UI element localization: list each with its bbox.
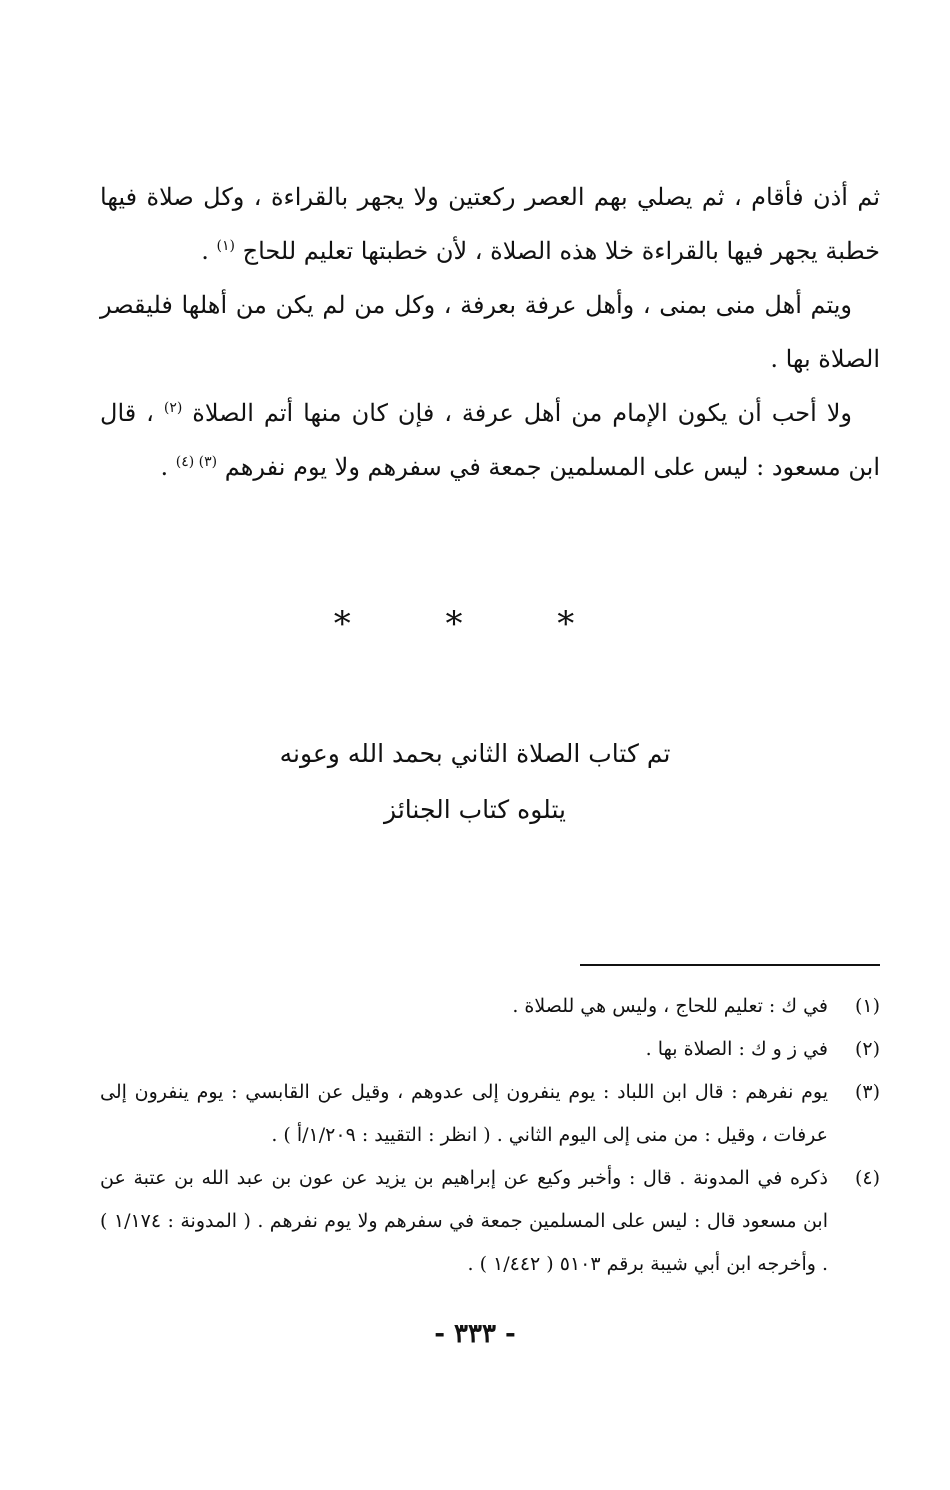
footnote-divider	[580, 964, 880, 966]
footnote-number: (١)	[854, 995, 880, 1017]
footnote-number: (٤)	[854, 1167, 880, 1189]
paragraph-1-text: ثم أذن فأقام ، ثم يصلي بهم العصر ركعتين ولا يجهر بالقراءة ، وكل صلاة فيها خطبة يجهر فيها بالقراءة خلا هذه الصلاة ، لأن خطبتها تعليم للحاج	[100, 183, 880, 265]
colophon	[0, 726, 950, 838]
colophon-line-1: تم كتاب الصلاة الثاني بحمد الله وعونه	[279, 739, 671, 768]
section-separator: * * *	[333, 604, 617, 644]
footnotes	[100, 985, 880, 1286]
page-number: - ٣٣٣ -	[434, 1319, 516, 1349]
main-text	[100, 170, 880, 494]
colophon-line-2: يتلوه كتاب الجنائز	[384, 795, 566, 824]
footnote-ref-2[interactable]: (٢)	[163, 400, 183, 416]
footnote-text: في ز و ك : الصلاة بها .	[645, 1038, 828, 1060]
footnote-text: يوم نفرهم : قال ابن اللباد : يوم ينفرون إلى عدوهم ، وقيل عن القابسي : يوم ينفرون إلى عرفات ، وقيل : من منى إلى اليوم الثاني . ( انظر : التقييد : ١/٢٠٩/أ ) .	[100, 1081, 828, 1146]
footnote-4	[100, 1157, 880, 1286]
footnote-text: في ك : تعليم للحاج ، وليس هي للصلاة .	[512, 995, 828, 1017]
paragraph-1-end: .	[201, 237, 217, 265]
footnote-3	[100, 1071, 880, 1157]
footnote-2	[100, 1028, 880, 1071]
paragraph-3-text-a: ولا أحب أن يكون الإمام من أهل عرفة ، فإن كان منها أتم الصلاة	[192, 399, 853, 427]
footnote-ref-1[interactable]: (١)	[216, 238, 235, 254]
footnote-text: ذكره في المدونة . قال : وأخبر وكيع عن إبراهيم بن يزيد عن عون بن عبد الله بن عتبة عن ابن مسعود قال : ليس على المسلمين جمعة في سفرهم ولا يوم نفرهم . ( المدونة : ١/١٧٤ ) . وأخرجه ابن أبي شيبة برقم ٥١٠٣ ( ١/٤٤٢ ) .	[100, 1167, 829, 1275]
footnote-1	[100, 985, 880, 1028]
footnote-number: (٣)	[854, 1081, 880, 1103]
paragraph-2: ويتم أهل منى بمنى ، وأهل عرفة بعرفة ، وكل من لم يكن من أهلها فليقصر الصلاة بها .	[100, 291, 880, 373]
paragraph-3-text-b: ، قال ابن مسعود : ليس على المسلمين جمعة في سفرهم ولا يوم نفرهم	[100, 399, 880, 481]
footnote-ref-3-4[interactable]: (٣) (٤)	[175, 454, 218, 470]
paragraph-3-end: .	[160, 453, 176, 481]
footnote-number: (٢)	[854, 1038, 880, 1060]
paragraph-1	[100, 170, 880, 278]
paragraph-3	[100, 386, 880, 494]
